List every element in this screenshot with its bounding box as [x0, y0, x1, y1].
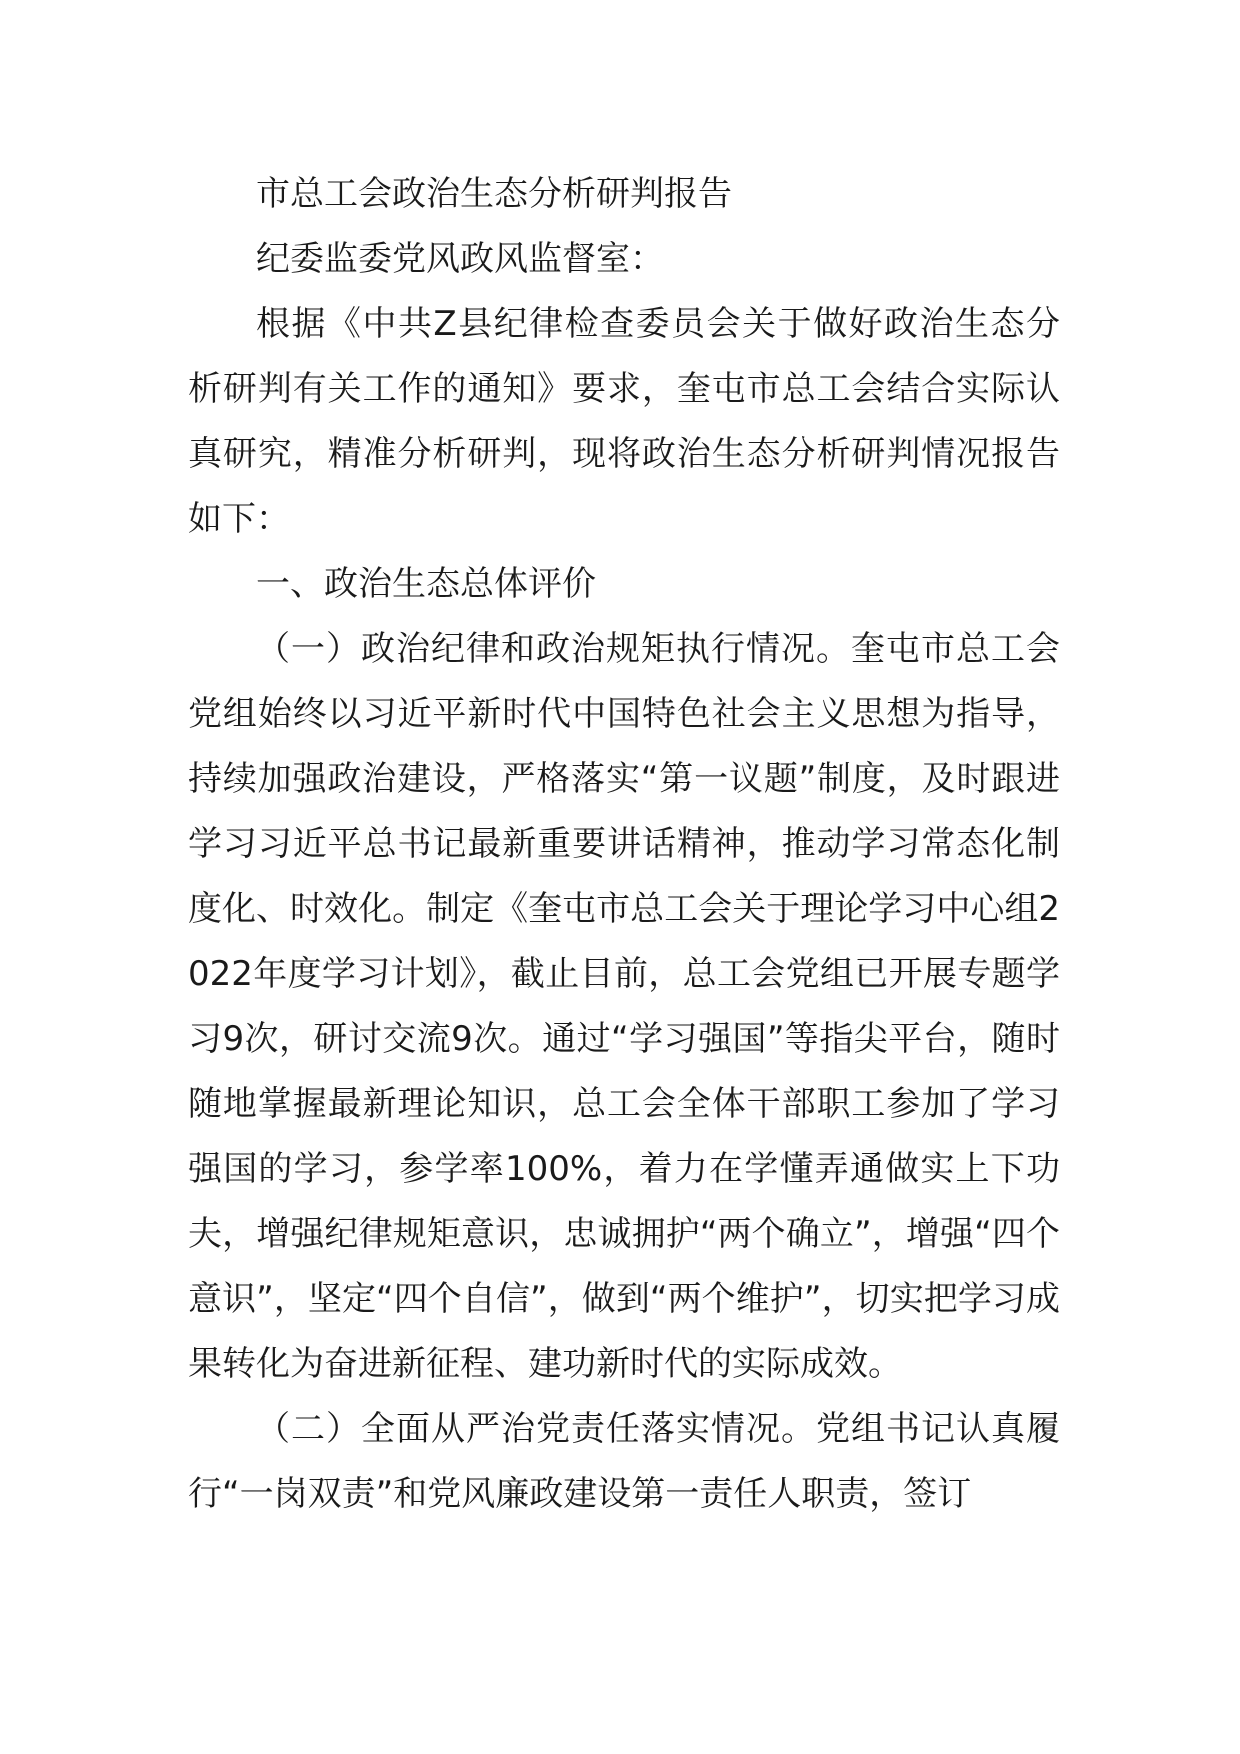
document-body [188, 162, 1060, 1527]
intro-paragraph: 根据《中共Z县纪律检查委员会关于做好政治生态分析研判有关工作的通知》要求，奎屯市总工会结合实际认真研究，精准分析研判，现将政治生态分析研判情况报告如下： [188, 304, 1060, 539]
document-title: 市总工会政治生态分析研判报告 [256, 174, 732, 214]
paragraph-1-2: （二）全面从严治党责任落实情况。党组书记认真履行“一岗双责”和党风廉政建设第一责任人职责，签订 [188, 1409, 1060, 1514]
section-heading-1: 一、政治生态总体评价 [256, 564, 596, 604]
salutation: 纪委监委党风政风监督室： [256, 239, 664, 279]
paragraph-1-1: （一）政治纪律和政治规矩执行情况。奎屯市总工会党组始终以习近平新时代中国特色社会主义思想为指导，持续加强政治建设，严格落实“第一议题”制度，及时跟进学习习近平总书记最新重要讲话精神，推动学习常态化制度化、时效化。制定《奎屯市总工会关于理论学习中心组2022年度学习计划》，截止目前，总工会党组已开展专题学习9次，研讨交流9次。通过“学习强国”等指尖平台，随时随地掌握最新理论知识，总工会全体干部职工参加了学习强国的学习，参学率100%，着力在学懂弄通做实上下功夫，增强纪律规矩意识，忠诚拥护“两个确立”，增强“四个意识”，坚定“四个自信”，做到“两个维护”，切实把学习成果转化为奋进新征程、建功新时代的实际成效。 [188, 629, 1060, 1384]
